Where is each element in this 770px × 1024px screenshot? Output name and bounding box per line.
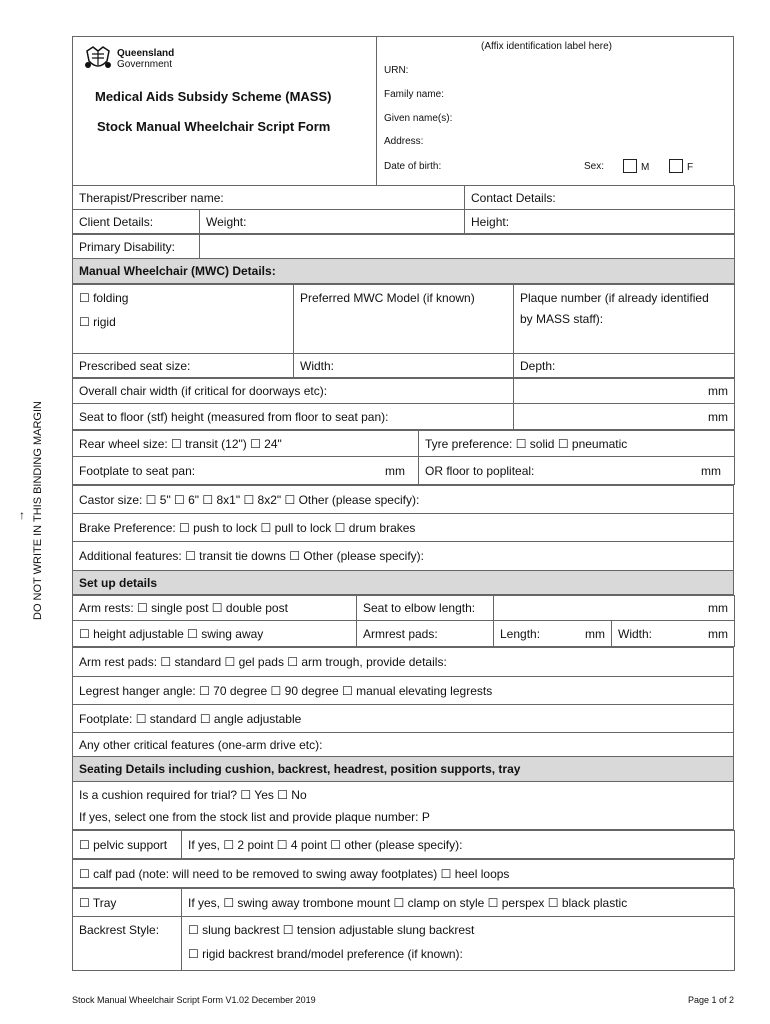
footplate-seat-field[interactable] [73,457,419,485]
plaque-number-field[interactable] [514,285,735,354]
seat-elbow-label: Seat to elbow length: [357,596,494,621]
arm-rests-table [72,595,735,647]
arm-adjust-options[interactable]: ☐ height adjustable ☐ swing away [73,621,357,647]
pelvic-support-types[interactable]: If yes, ☐ 2 point ☐ 4 point ☐ other (please specify): [182,831,735,859]
mwc-details-heading: Manual Wheelchair (MWC) Details: [73,259,735,284]
arrow-up-icon: ↑ [19,508,25,522]
sex-label: Sex: [584,161,605,172]
footer-form-version: Stock Manual Wheelchair Script Form V1.02 December 2019 [72,995,316,1005]
folding-option[interactable]: ☐ folding [79,291,129,305]
setup-details-heading: Set up details [73,571,734,595]
disability-table [72,234,735,284]
urn-label: URN: [384,65,409,76]
primary-disability-field[interactable] [200,235,735,259]
armrest-width-field[interactable] [612,621,735,647]
footplate-seat-unit: mm [385,463,405,478]
seat-size-label: Prescribed seat size: [73,354,294,378]
logo-text-government: Government [117,59,173,70]
form-header [72,36,734,185]
overall-width-label: Overall chair width (if critical for doorways etc): [73,379,514,404]
cushion-cell [73,782,734,830]
plaque-label-line2: by MASS staff): [520,312,604,326]
backrest-options-cell [182,917,735,971]
armrest-length-unit: mm [585,626,605,641]
armrest-width-label: Width: [618,626,653,641]
overall-width-field[interactable]: mm [514,379,735,404]
rear-wheel-size-options[interactable]: Rear wheel size: ☐ transit (12") ☐ 24" [73,431,419,457]
form-subtitle: Stock Manual Wheelchair Script Form [97,119,331,134]
armrest-length-label: Length: [500,626,541,641]
backrest-style-label: Backrest Style: [73,917,182,971]
footplate-options[interactable]: Footplate: ☐ standard ☐ angle adjustable [73,705,734,733]
primary-disability-label: Primary Disability: [73,235,200,259]
stf-height-label: Seat to floor (stf) height (measured from floor to seat pan): [73,404,514,430]
height-field[interactable]: Height: [465,210,735,234]
client-details-table [72,185,735,234]
armrest-width-unit: mm [708,626,728,641]
backrest-rigid-option[interactable]: ☐ rigid backrest brand/model preference (if known): [188,947,463,961]
wheelchair-script-form [72,36,734,963]
pelvic-table [72,830,735,859]
legrest-angle-options[interactable]: Legrest hanger angle: ☐ 70 degree ☐ 90 degree ☐ manual elevating legrests [73,677,734,705]
tray-mount-options[interactable]: If yes, ☐ swing away trombone mount ☐ clamp on style ☐ perspex ☐ black plastic [182,889,735,917]
sex-f-label: F [687,162,694,173]
sex-f-checkbox[interactable] [669,159,683,173]
seat-depth-field[interactable]: Depth: [514,354,735,378]
calf-pad-options[interactable]: ☐ calf pad (note: will need to be removed to swing away footplates) ☐ heel loops [73,860,734,888]
address-label: Address: [384,136,424,147]
patient-label-area [377,37,733,185]
cushion-plaque-field[interactable]: If yes, select one from the stock list and provide plaque number: P [79,809,430,824]
floor-popliteal-unit: mm [701,463,721,478]
affix-label-note: (Affix identification label here) [481,41,612,52]
logo-text-queensland: Queensland [117,48,175,59]
dob-label: Date of birth: [384,161,442,172]
armrest-pads-label: Armrest pads: [357,621,494,647]
features-table [72,485,734,595]
calf-table [72,859,734,888]
footplate-seat-label: Footplate to seat pan: [79,463,196,478]
pelvic-support-option[interactable]: ☐ pelvic support [73,831,182,859]
sex-f-option[interactable] [669,159,693,173]
mwc-details-table [72,284,735,378]
stf-height-field[interactable]: mm [514,404,735,430]
tyre-preference-options[interactable]: Tyre preference: ☐ solid ☐ pneumatic [419,431,735,457]
seat-width-field[interactable]: Width: [294,354,514,378]
sex-m-option[interactable] [623,159,649,173]
rigid-option[interactable]: ☐ rigid [79,315,116,329]
client-details-label: Client Details: [73,210,200,234]
binding-margin-text: DO NOT WRITE IN THIS BINDING MARGIN [32,401,44,620]
setup-options-table [72,647,734,830]
backrest-slung-options[interactable]: ☐ slung backrest ☐ tension adjustable slung backrest [188,923,475,937]
preferred-model-field[interactable]: Preferred MWC Model (if known) [294,285,514,354]
therapist-name-field[interactable]: Therapist/Prescriber name: [73,186,465,210]
sex-m-label: M [641,162,650,173]
additional-features-options[interactable]: Additional features: ☐ transit tie downs ☐ Other (please specify): [73,542,734,571]
queensland-crest-icon [83,45,113,73]
header-title-block [73,37,377,185]
arm-rests-options[interactable]: Arm rests: ☐ single post ☐ double post [73,596,357,621]
binding-margin-note [32,401,44,620]
contact-details-field[interactable]: Contact Details: [465,186,735,210]
armrest-length-field[interactable] [494,621,612,647]
frame-type-cell [73,285,294,354]
sex-m-checkbox[interactable] [623,159,637,173]
weight-field[interactable]: Weight: [200,210,465,234]
form-title: Medical Aids Subsidy Scheme (MASS) [95,89,332,104]
wheel-footplate-table [72,430,735,485]
tray-option[interactable]: ☐ Tray [73,889,182,917]
cushion-required-options[interactable]: Is a cushion required for trial? ☐ Yes ☐ No [79,787,307,802]
brake-preference-options[interactable]: Brake Preference: ☐ push to lock ☐ pull to lock ☐ drum brakes [73,514,734,542]
plaque-label-line1: Plaque number (if already identified [520,291,709,305]
chair-dimensions-table [72,378,735,430]
castor-size-options[interactable]: Castor size: ☐ 5" ☐ 6" ☐ 8x1" ☐ 8x2" ☐ Other (please specify): [73,486,734,514]
seating-details-heading: Seating Details including cushion, backrest, headrest, position supports, tray [73,757,734,782]
floor-popliteal-field[interactable] [419,457,735,485]
footer-page-number: Page 1 of 2 [687,995,734,1005]
given-names-label: Given name(s): [384,113,453,124]
seat-elbow-field[interactable]: mm [494,596,735,621]
tray-backrest-table [72,888,735,971]
other-critical-features-field[interactable]: Any other critical features (one-arm drive etc): [73,733,734,757]
arm-rest-pads-options[interactable]: Arm rest pads: ☐ standard ☐ gel pads ☐ arm trough, provide details: [73,648,734,677]
floor-popliteal-label: OR floor to popliteal: [425,463,535,478]
family-name-label: Family name: [384,89,445,100]
